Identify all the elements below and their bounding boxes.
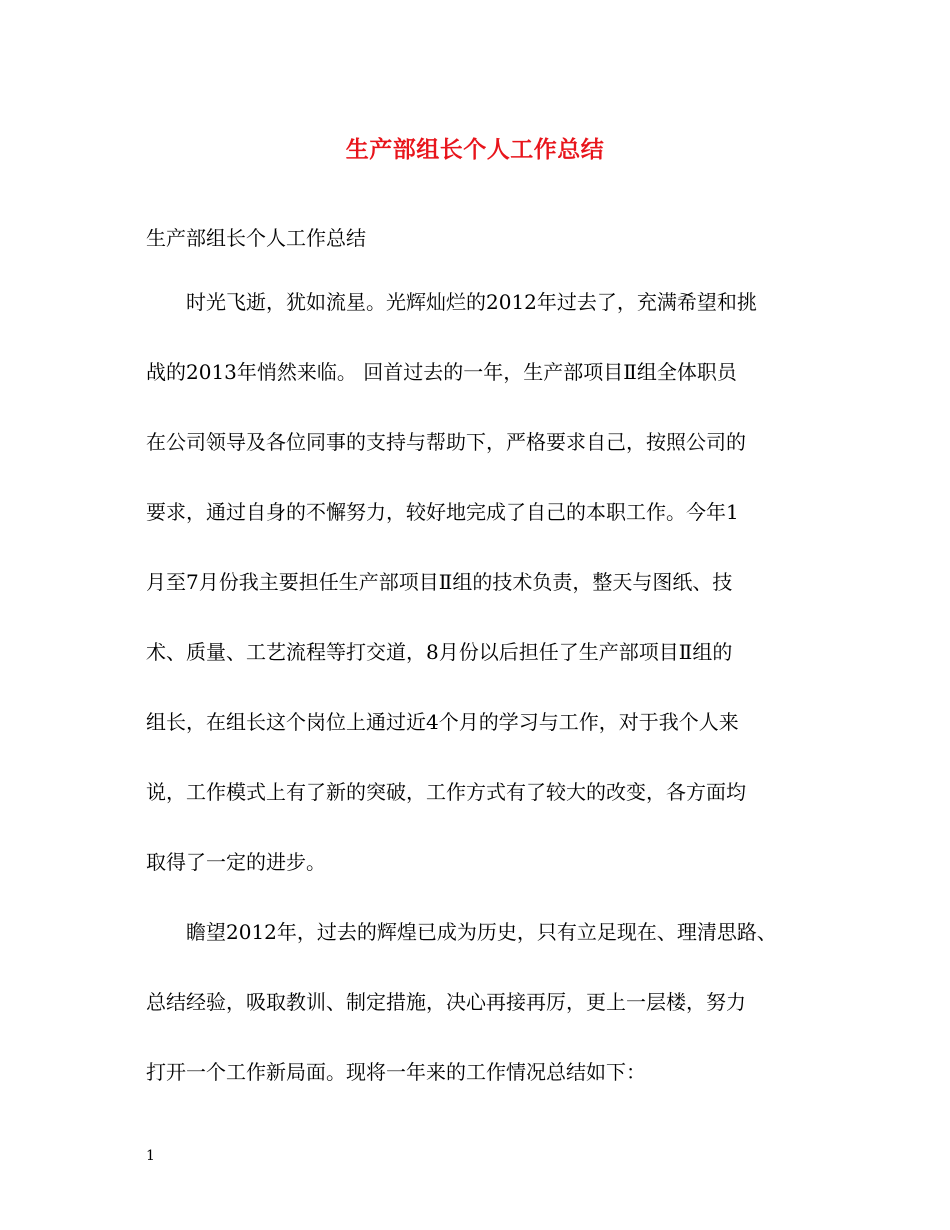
- body-line: 说，工作模式上有了新的突破，工作方式有了较大的改变，各方面均: [146, 780, 746, 804]
- body-line: 瞻望2012年，过去的辉煌已成为历史，只有立足现在、理清思路、: [146, 920, 777, 944]
- body-line: 打开一个工作新局面。现将一年来的工作情况总结如下：: [146, 1060, 646, 1084]
- body-line: 战的2013年悄然来临。 回首过去的一年，生产部项目Ⅱ组全体职员: [146, 360, 737, 384]
- body-line: 时光飞逝，犹如流星。光辉灿烂的2012年过去了，充满希望和挑: [146, 290, 757, 314]
- document-title: 生产部组长个人工作总结: [345, 136, 605, 163]
- body-line: 总结经验，吸取教训、制定措施，决心再接再厉，更上一层楼，努力: [146, 990, 746, 1014]
- body-line: 要求，通过自身的不懈努力，较好地完成了自己的本职工作。今年1: [146, 500, 739, 524]
- body-line: 术、质量、工艺流程等打交道，8月份以后担任了生产部项目Ⅱ组的: [146, 640, 733, 664]
- body-line: 组长，在组长这个岗位上通过近4个月的学习与工作，对于我个人来: [146, 710, 739, 734]
- page-number: 1: [146, 1148, 155, 1164]
- body-line: 月至7月份我主要担任生产部项目Ⅱ组的技术负责，整天与图纸、技: [146, 570, 733, 594]
- body-line: 取得了一定的进步。: [146, 850, 326, 874]
- document-subtitle: 生产部组长个人工作总结: [146, 226, 366, 250]
- body-line: 在公司领导及各位同事的支持与帮助下，严格要求自己，按照公司的: [146, 430, 746, 454]
